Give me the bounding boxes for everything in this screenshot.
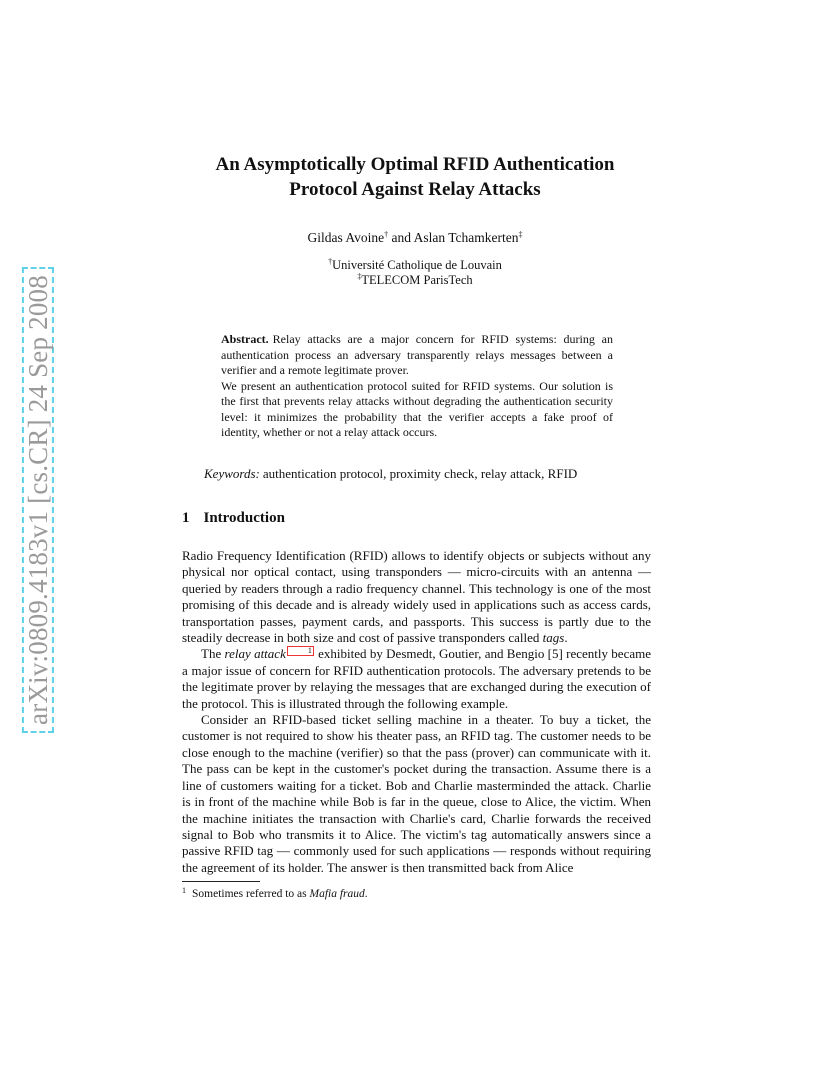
author-1-mark: †	[384, 230, 389, 239]
keywords	[204, 466, 644, 482]
abstract-label: Abstract.	[221, 332, 269, 346]
section-title: Introduction	[203, 510, 285, 526]
footnote	[182, 886, 368, 900]
body-paragraph-2-text: exhibited by Desmedt, Goutier, and Bengio [5] recently became a major issue of concern for RFID authentication protocols. The adversary pretends to be the legitimate prover by relaying the messages that are exchanged during the execution of the protocol. This is illustrated through the following example.	[182, 646, 651, 711]
body-text	[182, 548, 651, 876]
author-2: Aslan Tchamkerten	[413, 230, 519, 245]
body-paragraph-1-end: .	[564, 630, 568, 646]
footnote-text: Sometimes referred to as	[192, 888, 310, 900]
paper-title	[130, 152, 700, 202]
abstract	[221, 332, 613, 441]
author-2-mark: ‡	[518, 230, 523, 239]
affiliation-2-name: TELECOM ParisTech	[361, 273, 473, 287]
keywords-label: Keywords:	[204, 466, 260, 481]
section-number: 1	[182, 510, 190, 526]
footnote-emphasis: Mafia fraud	[309, 888, 365, 900]
affiliation-1	[130, 258, 700, 273]
affiliation-1-mark: †	[328, 257, 333, 266]
body-paragraph-2-emphasis: relay attack	[224, 646, 286, 662]
title-line-2: Protocol Against Relay Attacks	[289, 179, 541, 200]
affiliation-1-name: Université Catholique de Louvain	[332, 258, 502, 272]
body-paragraph-3: Consider an RFID-based ticket selling machine in a theater. To buy a ticket, the customer is not required to show his theater pass, an RFID tag. The customer needs to be close enough to the machine (verifier) so that the pass (prover) can communicate with it. The pass can be kept in the customer's pocket during the transaction. Assume there is a line of customers waiting for a ticket. Bob and Charlie masterminded the attack. Charlie is in front of the machine while Bob is far in the queue, close to Alice, the victim. When the machine initiates the transaction with Charlie's card, Charlie forwards the received signal to Bob who transmits it to Alice. The victim's tag automatically answers since a passive RFID tag — commonly used for such applications — responds without requiring the agreement of its holder. The answer is then transmitted back from Alice	[182, 712, 651, 875]
section-heading	[182, 510, 285, 527]
body-paragraph-2-start: The	[201, 646, 225, 662]
body-paragraph-1-emphasis: tags	[542, 630, 565, 646]
arxiv-watermark-text: arXiv:0809.4183v1 [cs.CR] 24 Sep 2008	[22, 267, 54, 733]
arxiv-watermark	[22, 265, 54, 735]
body-paragraph-2	[182, 646, 651, 712]
affiliations	[130, 258, 700, 288]
body-paragraph-1-text: Radio Frequency Identification (RFID) allows to identify objects or subjects without any physical nor optical contact, using transponders — micro-circuits with an antenna — queried by readers through a radio frequency channel. This technology is one of the most promising of this decade and is already widely used in applications such as access cards, transportation passes, payment cards, and passports. This success is partly due to the steadily decrease in both size and cost of passive transponders called	[182, 548, 651, 646]
affiliation-2	[130, 273, 700, 288]
footnote-link[interactable]: 1	[287, 646, 314, 656]
author-separator: and	[388, 230, 414, 245]
footnote-divider	[182, 881, 260, 882]
affiliation-2-mark: ‡	[357, 272, 362, 281]
author-list	[130, 230, 700, 246]
abstract-paragraph-2: We present an authentication protocol suited for RFID systems. Our solution is the first that prevents relay attacks without degrading the authentication security level: it minimizes the probability that the verifier accepts a fake proof of identity, whether or not a relay attack occurs.	[221, 378, 613, 439]
title-line-1: An Asymptotically Optimal RFID Authentication	[215, 154, 615, 175]
footnote-end: .	[364, 888, 368, 900]
abstract-paragraph-1	[221, 332, 613, 379]
author-1: Gildas Avoine	[307, 230, 385, 245]
footnote-number: 1	[182, 886, 186, 895]
keywords-text: authentication protocol, proximity check, relay attack, RFID	[262, 466, 578, 481]
abstract-text-1: Relay attacks are a major concern for RFID systems: during an authentication process an adversary transparently relays messages between a verifier and a remote legitimate prover.	[221, 332, 613, 377]
body-paragraph-1	[182, 548, 651, 646]
